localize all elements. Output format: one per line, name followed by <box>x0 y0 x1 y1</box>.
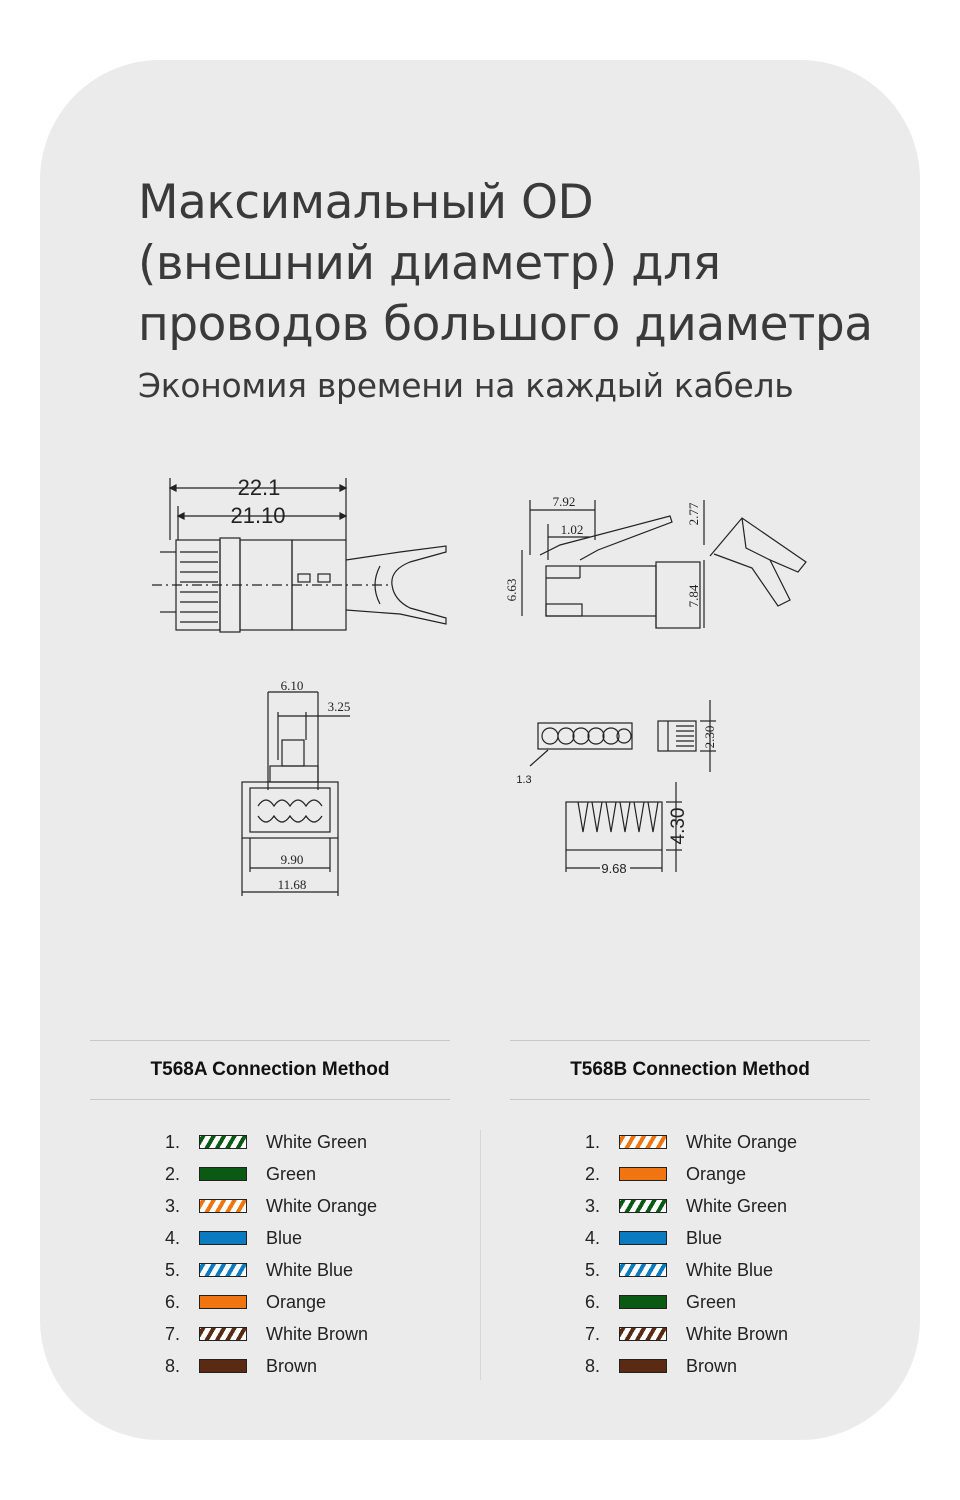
page-subtitle: Экономия времени на каждый кабель <box>138 366 794 405</box>
wire-label: White Brown <box>266 1323 369 1344</box>
wire-number: 3. <box>585 1195 601 1216</box>
wire-label: White Green <box>266 1131 368 1152</box>
insert-view-drawing <box>516 700 717 786</box>
title-line-2: (внешний диаметр) для <box>138 236 721 291</box>
wire-number: 6. <box>585 1291 601 1312</box>
wire-color-swatch <box>199 1199 247 1213</box>
wire-row <box>165 1318 377 1350</box>
wire-number: 1. <box>585 1131 601 1152</box>
t568b-wire-list <box>585 1126 797 1382</box>
wire-row <box>585 1286 797 1318</box>
bar-height-dimension: 4.30 <box>668 807 689 845</box>
side-overall-dimension: 22.1 <box>237 475 281 500</box>
wire-number: 7. <box>165 1323 181 1344</box>
rear-height-dimension: 7.84 <box>686 584 701 608</box>
front-tab-dimension: 3.25 <box>327 699 351 714</box>
wire-number: 2. <box>585 1163 601 1184</box>
wire-row <box>165 1126 377 1158</box>
insert-hole-dimension: 1.3 <box>516 774 532 786</box>
wire-color-swatch <box>199 1231 247 1245</box>
contact-bar-drawing <box>566 782 689 876</box>
side-body-dimension: 21.10 <box>230 503 286 528</box>
wire-number: 7. <box>585 1323 601 1344</box>
wire-color-swatch <box>199 1295 247 1309</box>
wire-label: White Blue <box>266 1259 354 1280</box>
wire-row <box>585 1126 797 1158</box>
wire-label: White Green <box>686 1195 788 1216</box>
top-latch-height-dimension: 2.77 <box>686 502 701 526</box>
wire-color-swatch <box>619 1199 667 1213</box>
wire-label: White Orange <box>686 1131 798 1152</box>
wire-number: 1. <box>165 1131 181 1152</box>
wire-number: 8. <box>585 1355 601 1376</box>
wire-number: 4. <box>165 1227 181 1248</box>
wire-color-swatch <box>619 1327 667 1341</box>
table-divider <box>480 1130 481 1380</box>
t568a-wire-list <box>165 1126 377 1382</box>
wire-row <box>165 1350 377 1382</box>
title-line-1: Максимальный OD <box>138 175 594 230</box>
wire-row <box>585 1318 797 1350</box>
wire-label: White Orange <box>266 1195 378 1216</box>
wire-color-swatch <box>619 1359 667 1373</box>
top-latch-dimension: 1.02 <box>560 522 584 537</box>
wire-row <box>585 1254 797 1286</box>
wire-row <box>585 1222 797 1254</box>
wire-row <box>585 1190 797 1222</box>
table-header-rule <box>90 1099 450 1100</box>
top-view-drawing <box>504 494 806 628</box>
wire-row <box>585 1350 797 1382</box>
side-view-drawing <box>152 475 446 632</box>
wire-row <box>165 1158 377 1190</box>
wire-color-swatch <box>199 1359 247 1373</box>
table-header-rule <box>510 1099 870 1100</box>
bar-width-dimension: 9.68 <box>601 861 627 876</box>
wire-label: Green <box>686 1291 737 1312</box>
front-height-dimension: 6.63 <box>504 578 519 602</box>
wire-row <box>165 1254 377 1286</box>
wire-number: 6. <box>165 1291 181 1312</box>
wire-color-swatch <box>199 1263 247 1277</box>
t568a-heading: T568A Connection Method <box>150 1059 390 1080</box>
top-length-dimension: 7.92 <box>552 494 576 509</box>
front-top-dimension: 6.10 <box>280 678 304 693</box>
wire-number: 5. <box>165 1259 181 1280</box>
wire-number: 5. <box>585 1259 601 1280</box>
wire-row <box>165 1190 377 1222</box>
wire-color-swatch <box>199 1167 247 1181</box>
wire-label: Brown <box>686 1355 738 1376</box>
wire-row <box>165 1222 377 1254</box>
wire-label: Orange <box>266 1291 327 1312</box>
title-line-3: проводов большого диаметра <box>138 297 873 352</box>
wire-label: Blue <box>686 1227 723 1248</box>
wire-number: 4. <box>585 1227 601 1248</box>
wire-number: 2. <box>165 1163 181 1184</box>
front-view-drawing <box>242 678 350 896</box>
wire-number: 8. <box>165 1355 181 1376</box>
wire-color-swatch <box>619 1263 667 1277</box>
wire-label: Orange <box>686 1163 747 1184</box>
wire-row <box>165 1286 377 1318</box>
wire-color-swatch <box>619 1295 667 1309</box>
wire-label: White Brown <box>686 1323 789 1344</box>
wire-row <box>585 1158 797 1190</box>
t568a-table <box>90 1040 450 1376</box>
front-inner-dimension: 9.90 <box>280 852 304 867</box>
wire-color-swatch <box>619 1135 667 1149</box>
wire-color-swatch <box>199 1327 247 1341</box>
t568b-table <box>510 1040 870 1376</box>
wire-label: Blue <box>266 1227 303 1248</box>
wire-label: Brown <box>266 1355 318 1376</box>
wire-color-swatch <box>619 1231 667 1245</box>
wire-color-swatch <box>199 1135 247 1149</box>
wire-label: White Blue <box>686 1259 774 1280</box>
wire-color-swatch <box>619 1167 667 1181</box>
wire-label: Green <box>266 1163 317 1184</box>
insert-height-dimension: 2.30 <box>702 725 717 749</box>
wire-number: 3. <box>165 1195 181 1216</box>
t568b-heading: T568B Connection Method <box>570 1059 810 1080</box>
front-outer-dimension: 11.68 <box>277 877 307 892</box>
